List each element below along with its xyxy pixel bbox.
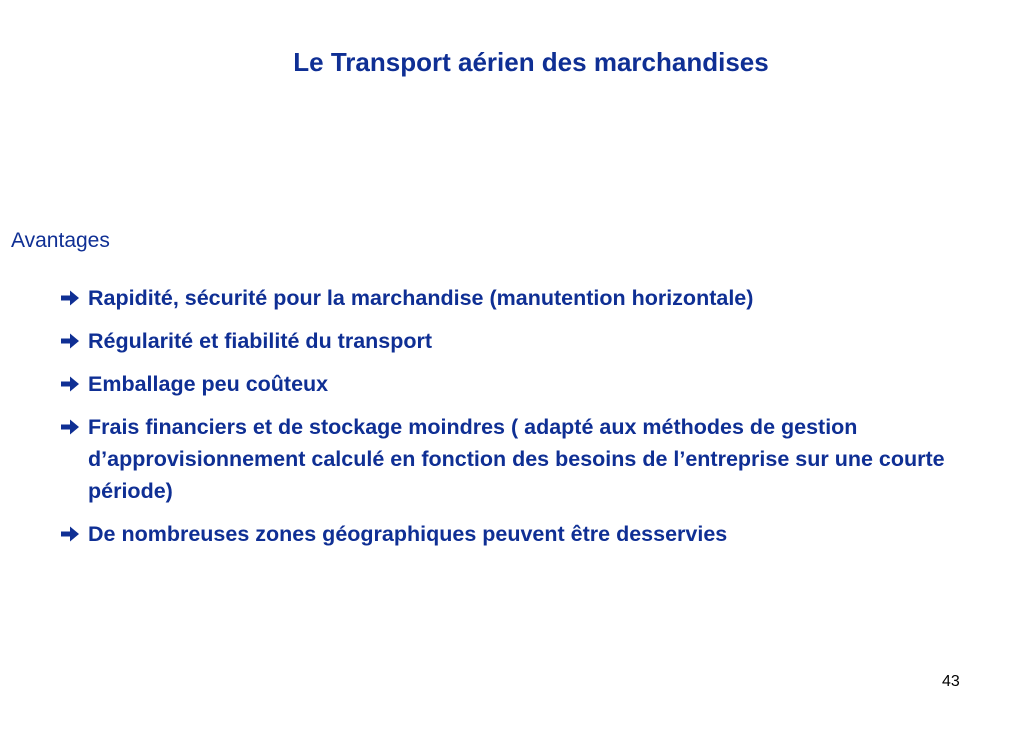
bullet-list [60, 282, 960, 561]
arrow-right-icon [60, 374, 80, 394]
bullet-item [60, 518, 960, 550]
bullet-item [60, 368, 960, 400]
bullet-text: Régularité et fiabilité du transport [88, 329, 433, 353]
bullet-text: Rapidité, sécurité pour la marchandise (manutention horizontale) [88, 286, 754, 310]
bullet-item [60, 282, 960, 314]
arrow-right-icon [60, 331, 80, 351]
arrow-right-icon [60, 288, 80, 308]
arrow-right-icon [60, 524, 80, 544]
bullet-text: De nombreuses zones géographiques peuvent être desservies [88, 522, 728, 546]
section-heading: Avantages [11, 229, 110, 252]
slide-title: Le Transport aérien des marchandises [293, 47, 769, 77]
page-number: 43 [942, 673, 960, 690]
bullet-text: Frais financiers et de stockage moindres ( adapté aux méthodes de gestion d’approvisionnement calculé en fonction des besoins de l’entreprise sur une courte période) [88, 415, 945, 503]
arrow-right-icon [60, 417, 80, 437]
bullet-item [60, 411, 960, 507]
bullet-item [60, 325, 960, 357]
bullet-text: Emballage peu coûteux [88, 372, 329, 396]
